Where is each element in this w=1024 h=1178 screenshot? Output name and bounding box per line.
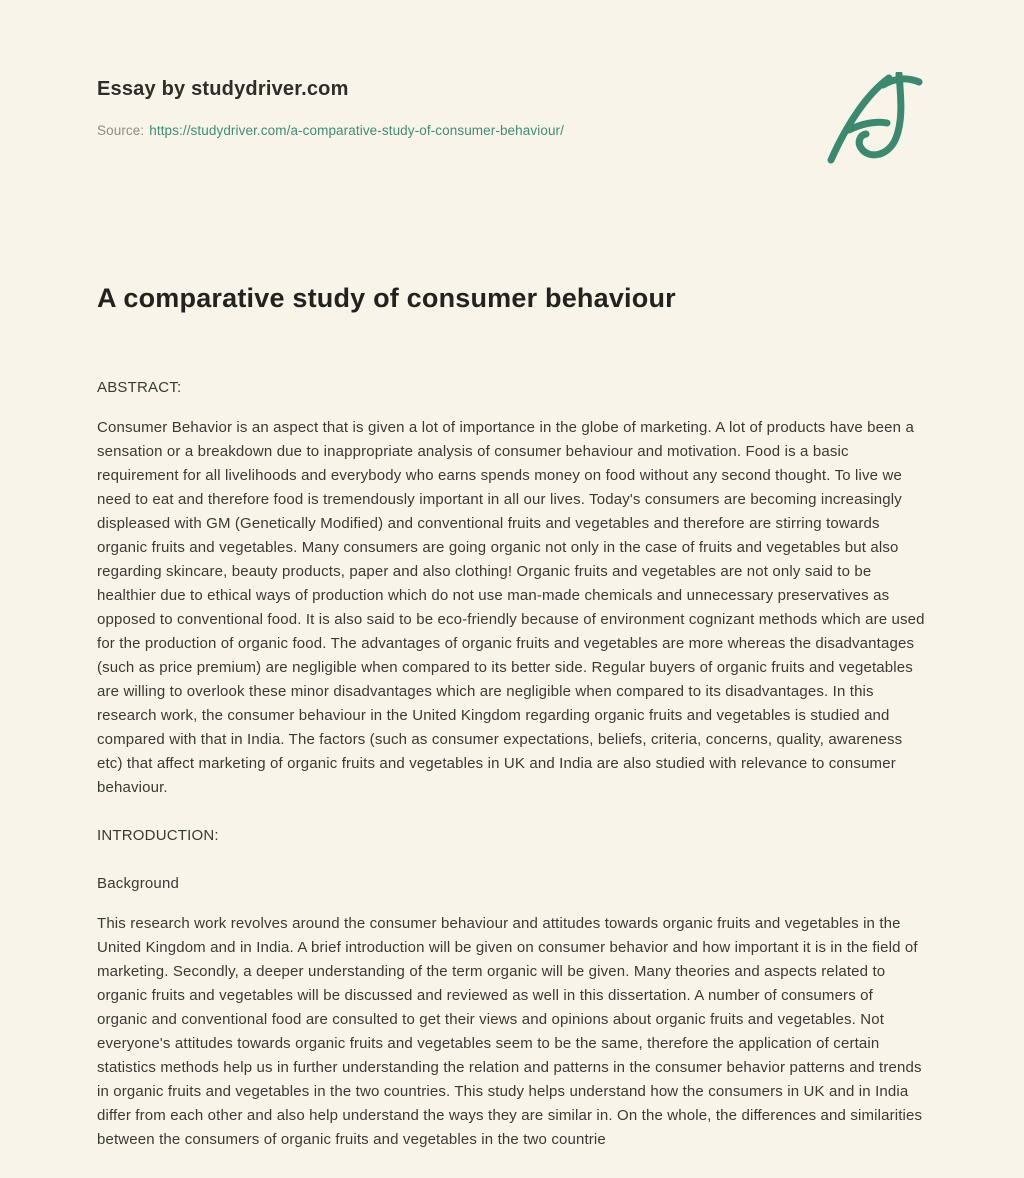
source-line bbox=[97, 123, 564, 138]
header-text-block bbox=[97, 78, 564, 138]
source-link[interactable]: https://studydriver.com/a-comparative-study-of-consumer-behaviour/ bbox=[149, 123, 564, 138]
page-header bbox=[97, 0, 927, 164]
introduction-heading: INTRODUCTION: bbox=[97, 827, 219, 845]
source-label: Source: bbox=[97, 123, 145, 138]
abstract-paragraph: Consumer Behavior is an aspect that is given a lot of importance in the globe of marketing. A lot of products have been a sensation or a breakdown due to inappropriate analysis of consumer behaviour and motivation. Food is a basic requirement for all livelihoods and everybody who earns spends money on food without any second thought. To live we need to eat and therefore food is tremendously important in all our lives. Today's consumers are becoming increasingly displeased with GM (Genetically Modified) and conventional fruits and vegetables and therefore are stirring towards organic fruits and vegetables. Many consumers are going organic not only in the case of fruits and vegetables but also regarding skincare, beauty products, paper and also clothing! Organic fruits and vegetables are not only said to be healthier due to ethical ways of production which do not use man-made chemicals and unnecessary preservatives as opposed to conventional food. It is also said to be eco-friendly because of environment cognizant methods which are used for the production of organic food. The advantages of organic fruits and vegetables are more whereas the disadvantages (such as price premium) are negligible when compared to its better side. Regular buyers of organic fruits and vegetables are willing to overlook these minor disadvantages which are negligible when compared to its disadvantages. In this research work, the consumer behaviour in the United Kingdom regarding organic fruits and vegetables is studied and compared with that in India. The factors (such as consumer expectations, beliefs, criteria, concerns, quality, awareness etc) that affect marketing of organic fruits and vegetables in UK and India are also studied with relevance to consumer behaviour. bbox=[97, 419, 925, 797]
abstract-heading: ABSTRACT: bbox=[97, 379, 182, 397]
background-paragraph: This research work revolves around the consumer behaviour and attitudes towards organic fruits and vegetables in the United Kingdom and in India. A brief introduction will be given on consumer behavior and how important it is in the field of marketing. Secondly, a deeper understanding of the term organic will be given. Many theories and aspects related to organic fruits and vegetables will be discussed and reviewed as well in this dissertation. A number of consumers of organic and conventional food are consulted to get their views and opinions about organic fruits and vegetables. Not everyone's attitudes towards organic fruits and vegetables seem to be the same, therefore the application of certain statistics methods help us in further understanding the relation and patterns in the consumer behavior patterns and trends in organic fruits and vegetables in the two countries. This study helps understand how the consumers in UK and in India differ from each other and also help understand the ways they are similar in. On the whole, the differences and similarities between the consumers of organic fruits and vegetables in the two countrie bbox=[97, 915, 923, 1149]
essay-title: A comparative study of consumer behaviour bbox=[97, 283, 676, 313]
essay-body bbox=[97, 282, 927, 1152]
studydriver-logo-icon bbox=[825, 72, 925, 164]
site-title: Essay by studydriver.com bbox=[97, 78, 349, 100]
background-heading: Background bbox=[97, 875, 180, 893]
